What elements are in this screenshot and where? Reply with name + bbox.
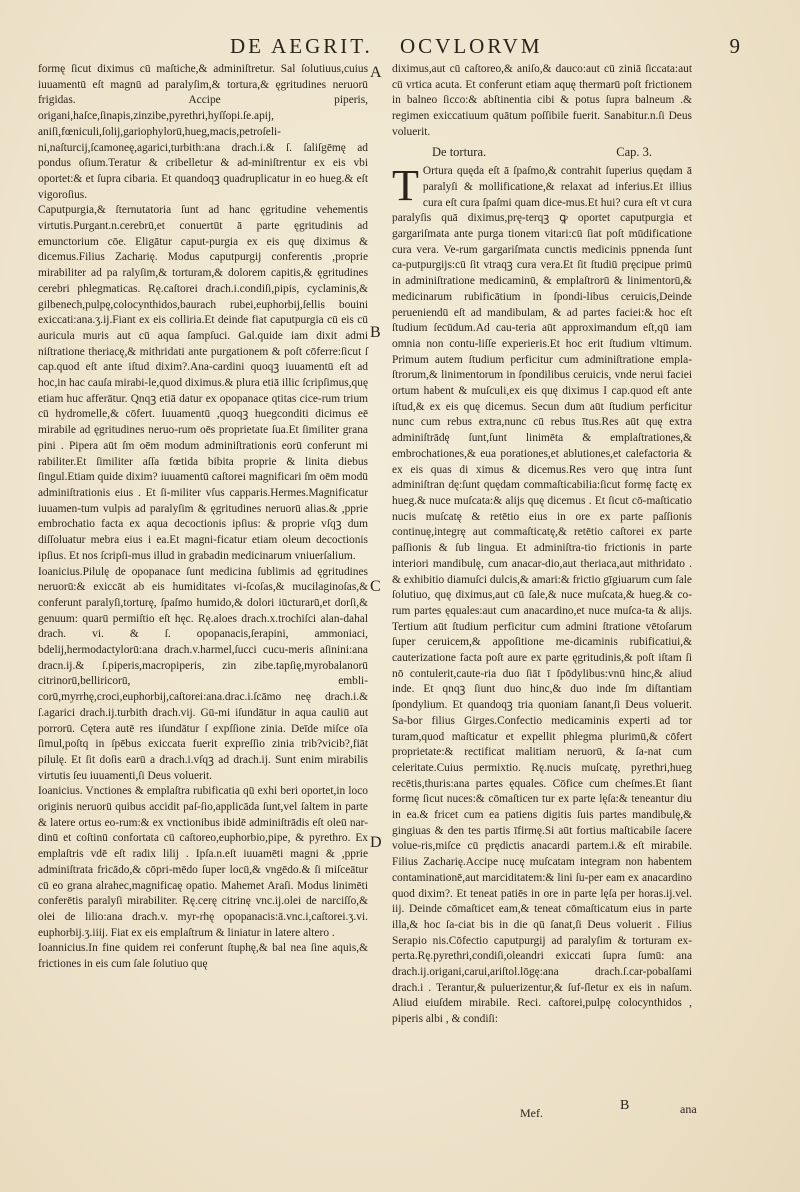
page-number: 9 [729, 34, 740, 58]
paragraph: diximus,aut cū caſtoreo,& aniſo,& dauco:aut cū ziniā ſiccata:aut cū vrtica acuta. Et conferunt etiam aquę thermarū poſt frictionem in balneo ſicco:& abſtinentia cibi & potus ſupra balneum .& regimen exiccatiuum quātum poſſibile fuerit. Sanabitur.n.ſi Deus voluerit. [392, 63, 692, 138]
chapter-number: Cap. 3. [616, 144, 652, 159]
paragraph: Ioannicius.In fine quidem rei conferunt ſtuphę,& bal nea ſine aquis,& frictiones in eis cum ſale ſolutiuo quę [38, 942, 368, 971]
running-title-left: DE AEGRIT. [230, 34, 373, 58]
drop-cap: T [392, 161, 419, 211]
signature-line [520, 1098, 697, 1121]
paragraph: formę ſicut diximus cū maſtiche,& adminiſtretur. Sal ſolutiuus,cuius iuuamentū eſt magnū ad paralyſim,& tortura,& ęgritudines neruorū frigidas. Accipe piperis, origani,haſce,ſinapis,zinzibe,pyrethri,hyſſopi.ſe.apij, aniſi,fœniculi,ſolij,gariophylorū,hueg,macis,petroſeli-ni,naſturcij,ſcamoneę,agarici,turbith:ana drach.i.& ſ. ſaliſgēmę ad pondus oſium.Teratur & cribelletur & ad-miniſtrentur ex eis vbi oportet:& et ſupra cibaria. Et quandoqꝫ quadruplicatur in eo hueg.& eſt vigoroſius. [38, 63, 368, 201]
catchword: ana [680, 1102, 697, 1116]
signature-letter: B [620, 1098, 630, 1113]
margin-letter-b: B [370, 324, 381, 341]
paragraph: Caputpurgia,& ſternutatoria ſunt ad hanc ęgritudine vehementis virtutis.Purgant.n.cerebrū,et conuertūt ā parte ęgritudinis ad emunctorium cōe. Eligātur caput-purgia ex eis quę diximus & dicemus.Filius Zacharię. Modus caputpurgij conferentis ,proprie mirabiliter ad pa ralyſim,& torturam,& dolorem capitis,& ęgritudines cerebri phlegmaticas. Rę.caſtorei drach.i.condiſi,pipis, cyclaminis,& gilbenech,pulpę,colocynthidos,baurach rubei,euphorbij,ſellis bouini exiccati:ana.ʒ.ij.Fiant ex eis colliria.Et deinde fiat caputpurgia cū eis cū auricula muris aut cū aqua ſampſuci. Gal.quide iam dixit admi niſtratione theriacę,& mithridati ante purgationem & poſt cōferre:ſicut ſ cap.quod eſt ante iſtud dixim?.Ana-cardini quoqꝫ iuuamentū eſt ad hoc,in hac cauſa mirabi-le,quod diximus.& plura etiā illic ſcripſimus,quę etiam huc afferātur. Qnqꝫ etiā datur ex opopanace qtitas cice-rum trium cū hydromelle,& cōfert. Iuuamentū ,quoqꝫ huegconditi dicimus eē mirabile ad ęgritudines neruo-rum oēs proprietate ſua.Et ſimiliter grana pini . Pipera aūt ſm oēm modum adminiſtrationis eorū conferunt mi rabiliter.Et ſimiliter aſſa fœtida bibita proprie & linita diebus ſingul.Etiam quide dixim? iuuamentū caſtorei magnificari ſm oēm modū adminiſtrationis eius . Et ſi-militer vſus capparis.Hermes.Magnificatur iuuamen-tum vulpis ad paralyſim & ęgritudines neruorū alias.& ,pprie embrochatio facta ex aqua decoctionis ipſius: & proprie vſqꝫ dum diſſoluatur mebra eius i ea.Et magni-ficatur etiam oleum decoctionis ipſius. Et nos ſcripſi-mus illud in grabadin medicinarum vniuerſalium. [38, 204, 368, 562]
margin-letter-c: C [370, 578, 381, 595]
left-column [38, 62, 368, 973]
signature-mark: Mef. [520, 1106, 543, 1120]
chapter-title: De tortura. [432, 144, 487, 159]
paragraph: Ioanicius. Vnctiones & emplaſtra rubificatia qū exhi beri oportet,in loco originis neruorū quibus accidit paſ-ſio,applicāda ſunt,vel ſaltem in parte & latere ortus eo-rum:& ex vnctionibus ibidē adminiſtrādis eſt oleū nar-dinū et coſtinū confortata cū caſtoreo,euphorbio,pipe, & pyrethro. Ex emplaſtris vdē eſt radix lilij . Ipſa.n.eſt iuuamēti magni & ,pprie adminiſtrata fricādo,& cōpri-mēdo ſuper locū,& vngēdo.& ſi miſceātur cū eo grana alrahec,magnificaę opatio. Mahemet Araſi. Modus linimēti conferētis paralyſi mirabiliter. Rę.cerę citrinę vnc.ij.olei de narciſſo,& olei de lilio:ana drach.v. myr-rhę opopanacis:ā.vnc.i,caſtorei.ʒ.vi. euphorbij.ʒ.iiij. Fiat ex eis emplaſtrum & liniatur in latere altero . [38, 785, 368, 939]
chapter-heading [392, 145, 692, 161]
running-header [190, 30, 740, 60]
right-column [392, 62, 692, 1028]
margin-letter-a: A [370, 64, 382, 81]
paragraph: Ioanicius.Pilulę de opopanace ſunt medicina ſublimis ad ęgritudines neruorū:& exiccāt ab eis humiditates vi-ſcoſas,& mucilaginoſas,& conferunt paralyſi,torturę, ſpaſmo humido,& dolori iūcturarū,et dorſi,& genuum: quarū permiſtio eſt hęc. Rę.aloes drach.x.trochiſci alan-dahal drach. vi. & ſ. opopanacis,ſerapini, ammoniaci, bdelij,hermodactylorū:ana drach.v.harmel,ſucci cucu-meris aſinini:ana dracn.ij.& ſ.piperis,macropiperis, zin zibe.tapſię,myrobalanorū citrinorū,belliricorū, embli-corū,myrrhę,croci,euphorbij,caſtorei:ana.drac.i.ſcāmo neę drach.i.& ſ.agarici drach.ij.turbith drach.vij. Gū-mi iſundātur in aqua cauliū aut porrorū. Cętera autē res iſundātur ſ expſſione zinia. Deīde miſce oīa ſimul,poſtq in ſpēbus exiccata fuerit expreſſio zinia trib?vicib?,fiāt pilulę. Et ſit doſis earū a drach.i.vſqꝫ ad drach.ij. Sunt enim mirabilis virtutis ſeu iuuamenti,ſi Deus voluerit. [38, 565, 368, 782]
paragraph: Ortura quęda eſt ā ſpaſmo,& contrahit ſuperius quędam ā paralyſi & mollificatione,& relaxat ad inferius.Et illius cura eſt cura ſpaſmi quam dice-mus.Et hui? cura eſt vt cura paralyſis quā diximus,prę-terqꝫ ꝙ oportet caputpurgia et gargariſmata ante purga tionem vitari:cū ſiat poſt mūdificatione cura vera. Ve-rum gargariſmata cunctis medicinis ppnenda ſunt ca-putpurgijs:cū ſit vtraqꝫ cura vera.Et ſit ſtudiū pręcipue primū in adminiſtratione medicaminū, & emplaſtrorū & linimentorū,& medicinarum rubificātium in ſpondi-libus ceruicis,Deinde perueniendū eſt ad mandibulam, & ad partes faciei:& hoc eſt ſtudium ſecūdum.Ad cau-teria aūt approximandum eſt,qū iam omnia non contu-liſſe experieris.Et hoc erit ſtudium vltimum. Primum autem ſtudium perficitur cum adminiſtratione empla-ſtrorum,& linimentorum in ſpondilibus ceruicis, vnde nerui faciei ortum habent & muſculi,ex eis quę diximus I cap.quod eſt ante iſtud,& ex eis quę dicemus. Secun dum aūt ſtudium perficitur nunc cum rebus extra,nunc cū rebus ītus.Res aūt quę extra adminiſtrādę ſunt,ſunt linimēta & emplaſtrationes,& embrochationes,& eua porationes,et ablutiones,et calefactoria & ex eis quas di ximus & dicemus.Res vero quę intra ſunt adminiſtran dę:ſunt quędam commaſticabilia:ſicut formę factę ex hueg.& nuce muſcata:& alijs quę dicemus . Et ſicut cō-maſticatio nucis muſcatę & retētio eius in ore ex parte paſſionis continuę,integrę aut commaſticatę,& retētio caſtorei ex parte paſſionis & ſub lingua. Et adminiſtra-tio frictionis in parte interiori mandibulę, cum anacar-dio,aut theriaca,aut mithridato . & exhibitio diamuſci dulcis,& amari:& frictio gīgiuarum cum ſale ſolutiuo, quę diximus,aut cū ſale,& nuce muſcata,& hueg.& co-rum partes ęquales:aut cum anacardino,et nuce muſca-ta & alijs. Tertium aūt ſtudium perficitur cum admini ſtratione vētoſarum ſuper ceruicem,& appoſitione me-dicaminis rubificatiui,& cauterizatione facta poſt aure ex parte ęgritudinis,& poſt iſtam ſi nō contulerit,caute-ria duo ſiāt ī ſpōdylibus:vnū hinc,& aliud inde. Et qnqꝫ ſiunt duo hinc,& duo inde ſm diſtantiam ſpondylium. Et quandoqꝫ tria quoniam ſanant,ſi Deus voluerit. Sa-bor filius Girges.Confectio medicaminis experti ad tor turam,quod maſticatur et expellit phlegma plurimū,& cōfert proprietate:& rectificat malitiam neruorū, & ſa-nat cum celeritate.Cuius permixtio. Rę.nucis muſcatę, pyrethri,hueg recētis,thuris:ana partes ęquales. Cōfice cum cheſmes.Et ſiant formę ſicut nuces:& cōmaſticen tur ex parte lęſa:& teneantur diu in ea.& fricet cum ea patiens digitis ſuis partes mandibulę,& gingiuas & den tes partis īfirmę.Si aūt fortius maſticabile ſacere volue-ris,miſce cū prędictis anacardi partem.i.& eſt mirabile. Filius Zacharię.Accipe nucę muſcatam integram non habentem contaminationē,aut marciditatem:& lini ſu-per eam ex anacardino quod dixim?. Et teneat patiēs in ore in parte lęſa per horas.ij.vel. iij. Deinde cōmaſticet eam,& teneat cōmaſticatum eius in parte illa,& hoc ſa-ciat bis in die qū ſanat,ſi Deus voluerit . Filius Serapio nis.Cōfectio caputpurgij ad paralyſim & torturam ex-perta.Rę.pyrethri,condiſi,oleandri exiccati ſupra ſumū: ana drach.ij.origani,carui,ariſtol.lōgę:ana drach.ſ.car-pobalſami drach.i . Terantur,& puluerizentur,& ſuf-ſletur ex eis in naſum. Aliud eiuſdem mirabile. Reci. caſtorei,pulpę colocynthidos , piperis albi , & condiſi: [392, 165, 692, 1026]
margin-letter-d: D [370, 834, 382, 851]
running-title-right: OCVLORVM [400, 34, 543, 58]
